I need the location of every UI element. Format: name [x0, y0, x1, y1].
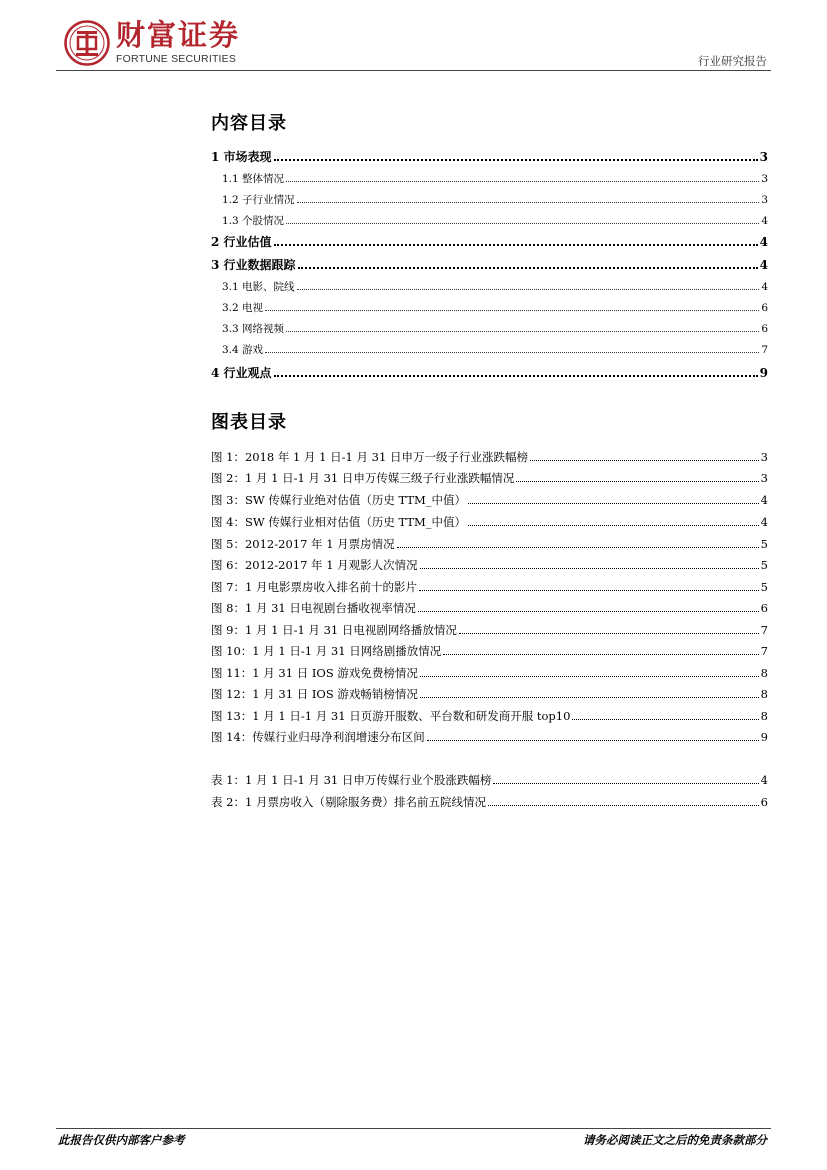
- toc-entry-label: 3.3 网络视频: [222, 323, 285, 335]
- figure-entry[interactable]: [211, 665, 768, 681]
- figure-entry-label: 图 14：传媒行业归母净利润增速分布区间: [211, 730, 425, 744]
- figure-entry-page: 5: [760, 580, 768, 594]
- footer-disclaimer: 请务必阅读正文之后的免责条款部分: [583, 1133, 767, 1147]
- toc-entry-page: 6: [761, 302, 768, 314]
- dot-leader: [468, 525, 759, 526]
- contents-title: 内容目录: [211, 113, 287, 134]
- table-entry-label: 表 1：1 月 1 日-1 月 31 日申万传媒行业个股涨跌幅榜: [211, 773, 492, 787]
- toc-entry-label: 1 市场表现: [211, 150, 272, 164]
- figure-entry[interactable]: [211, 492, 768, 508]
- toc-entry-page: 9: [759, 366, 768, 380]
- toc-entry-label: 1.1 整体情况: [222, 173, 285, 185]
- figure-entry-label: 图 12：1 月 31 日 IOS 游戏畅销榜情况: [211, 687, 418, 701]
- dot-leader: [274, 244, 758, 246]
- dot-leader: [572, 719, 758, 720]
- header-divider: [56, 70, 771, 71]
- dot-leader: [397, 547, 759, 548]
- toc-entry-page: 4: [759, 235, 768, 249]
- figure-entry-page: 4: [760, 515, 768, 529]
- figure-entry[interactable]: [211, 449, 768, 465]
- toc-entry-page: 3: [761, 173, 768, 185]
- footer-divider: [56, 1128, 771, 1129]
- table-entry-label: 表 2：1 月票房收入（剔除服务费）排名前五院线情况: [211, 795, 486, 809]
- dot-leader: [443, 654, 758, 655]
- toc-entry[interactable]: [211, 213, 768, 229]
- figure-entry-page: 5: [760, 537, 768, 551]
- table-entry-page: 4: [760, 773, 768, 787]
- figure-entry-page: 8: [760, 666, 768, 680]
- dot-leader: [420, 697, 759, 698]
- toc-entry-page: 3: [759, 150, 768, 164]
- toc-entry[interactable]: [211, 365, 768, 381]
- fortune-seal-icon: [64, 20, 110, 66]
- logo-english-name: FORTUNE SECURITIES: [116, 53, 237, 65]
- toc-entry-label: 3.2 电视: [222, 302, 264, 314]
- dot-leader: [420, 568, 759, 569]
- figure-entry-page: 5: [760, 558, 768, 572]
- toc-entry-page: 4: [759, 258, 768, 272]
- toc-entry[interactable]: [211, 342, 768, 358]
- toc-entry[interactable]: [211, 192, 768, 208]
- dot-leader: [459, 633, 759, 634]
- figure-entry-page: 8: [760, 709, 768, 723]
- figure-entry[interactable]: [211, 514, 768, 530]
- figure-entry-page: 4: [760, 493, 768, 507]
- toc-entry[interactable]: [211, 321, 768, 337]
- report-type: 行业研究报告: [698, 54, 767, 68]
- figure-entry[interactable]: [211, 579, 768, 595]
- figure-entry-page: 7: [760, 644, 768, 658]
- figure-entry-label: 图 9：1 月 1 日-1 月 31 日电视剧网络播放情况: [211, 623, 457, 637]
- figure-entry-page: 7: [760, 623, 768, 637]
- toc-entry[interactable]: [211, 171, 768, 187]
- dot-leader: [488, 805, 759, 806]
- toc-entry-page: 3: [761, 194, 768, 206]
- figure-entry-page: 8: [760, 687, 768, 701]
- figure-entry[interactable]: [211, 729, 768, 745]
- dot-leader: [530, 460, 759, 461]
- toc-entry[interactable]: [211, 257, 768, 273]
- dot-leader: [265, 310, 759, 311]
- dot-leader: [298, 267, 758, 269]
- figure-entry-page: 9: [760, 730, 768, 744]
- figure-entry-label: 图 3：SW 传媒行业绝对估值（历史 TTM_中值）: [211, 493, 467, 507]
- toc-entry-label: 3.4 游戏: [222, 344, 264, 356]
- figure-entry-label: 图 2：1 月 1 日-1 月 31 日申万传媒三级子行业涨跌幅情况: [211, 471, 515, 485]
- dot-leader: [286, 331, 759, 332]
- figure-entry[interactable]: [211, 622, 768, 638]
- toc-entry-page: 4: [761, 281, 768, 293]
- dot-leader: [418, 611, 759, 612]
- figure-entry[interactable]: [211, 643, 768, 659]
- dot-leader: [419, 590, 759, 591]
- toc-entry-page: 4: [761, 215, 768, 227]
- dot-leader: [265, 352, 759, 353]
- figure-entry-label: 图 13：1 月 1 日-1 月 31 日页游开服数、平台数和研发商开服 top10: [211, 709, 571, 723]
- figure-entry-label: 图 8：1 月 31 日电视剧台播收视率情况: [211, 601, 416, 615]
- toc-entry[interactable]: [211, 300, 768, 316]
- dot-leader: [297, 202, 760, 203]
- dot-leader: [427, 740, 759, 741]
- figure-entry[interactable]: [211, 708, 768, 724]
- toc-entry-page: 6: [761, 323, 768, 335]
- figure-entry-label: 图 7：1 月电影票房收入排名前十的影片: [211, 580, 417, 594]
- dot-leader: [297, 289, 760, 290]
- figure-entry[interactable]: [211, 536, 768, 552]
- figure-entry[interactable]: [211, 600, 768, 616]
- toc-entry-label: 4 行业观点: [211, 366, 272, 380]
- dot-leader: [274, 159, 758, 161]
- page-header: [0, 0, 827, 76]
- toc-entry[interactable]: [211, 234, 768, 250]
- figure-entry[interactable]: [211, 557, 768, 573]
- toc-entry[interactable]: [211, 149, 768, 165]
- figure-entry-page: 6: [760, 601, 768, 615]
- toc-entry[interactable]: [211, 279, 768, 295]
- dot-leader: [493, 783, 758, 784]
- table-entry[interactable]: [211, 794, 768, 810]
- figure-entry-label: 图 5：2012-2017 年 1 月票房情况: [211, 537, 395, 551]
- figure-entry-page: 3: [760, 450, 768, 464]
- dot-leader: [274, 375, 758, 377]
- table-entry[interactable]: [211, 772, 768, 788]
- toc-entry-label: 1.3 个股情况: [222, 215, 285, 227]
- dot-leader: [516, 481, 758, 482]
- figure-entry-label: 图 1：2018 年 1 月 1 日-1 月 31 日申万一级子行业涨跌幅榜: [211, 450, 528, 464]
- dot-leader: [286, 181, 759, 182]
- logo-chinese-name: 财富证券: [116, 18, 241, 52]
- toc-entry-label: 1.2 子行业情况: [222, 194, 295, 206]
- figure-entry-label: 图 4：SW 传媒行业相对估值（历史 TTM_中值）: [211, 515, 467, 529]
- figure-entry-label: 图 6：2012-2017 年 1 月观影人次情况: [211, 558, 418, 572]
- figure-entry[interactable]: [211, 686, 768, 702]
- figure-entry-label: 图 10：1 月 1 日-1 月 31 日网络剧播放情况: [211, 644, 442, 658]
- figures-title: 图表目录: [211, 412, 287, 433]
- footer-notice: 此报告仅供内部客户参考: [58, 1133, 185, 1147]
- toc-entry-label: 3.1 电影、院线: [222, 281, 295, 293]
- toc-entry-page: 7: [761, 344, 768, 356]
- dot-leader: [420, 676, 759, 677]
- figure-entry-label: 图 11：1 月 31 日 IOS 游戏免费榜情况: [211, 666, 418, 680]
- dot-leader: [468, 503, 759, 504]
- figure-entry[interactable]: [211, 470, 768, 486]
- toc-entry-label: 3 行业数据跟踪: [211, 258, 296, 272]
- dot-leader: [286, 223, 759, 224]
- toc-entry-label: 2 行业估值: [211, 235, 272, 249]
- table-entry-page: 6: [760, 795, 768, 809]
- figure-entry-page: 3: [760, 471, 768, 485]
